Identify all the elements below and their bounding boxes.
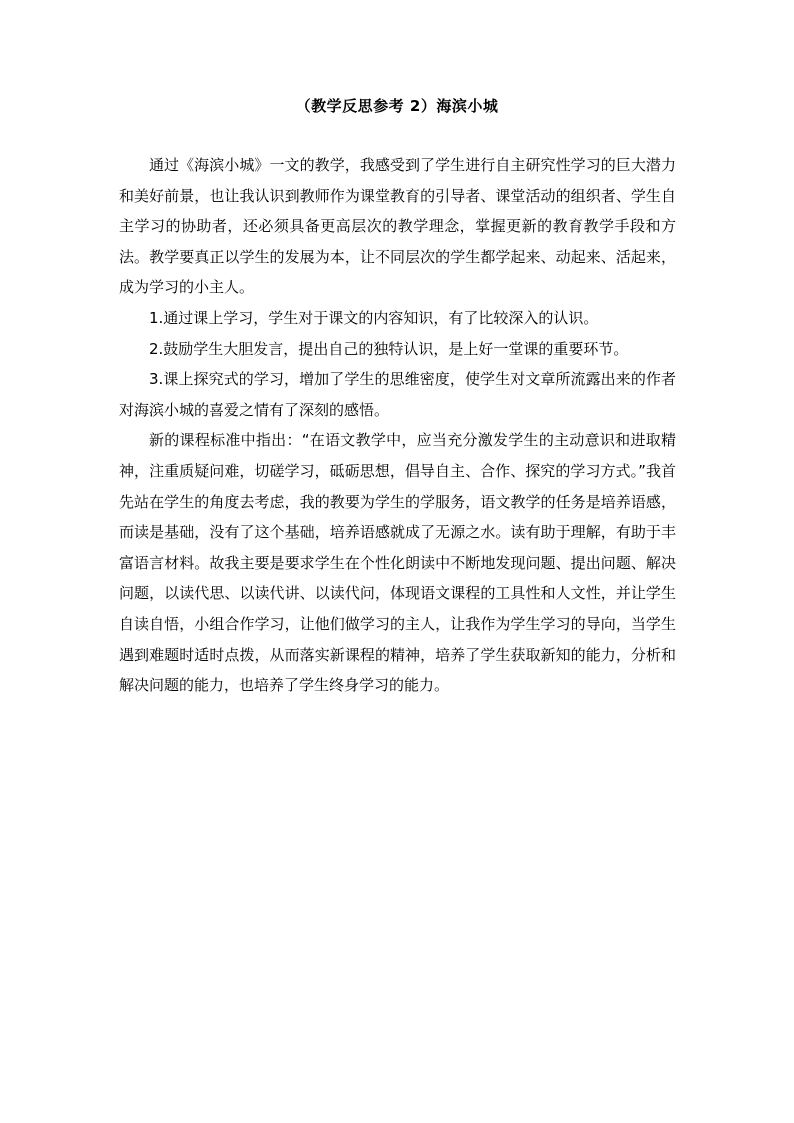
paragraph-curriculum: 新的课程标准中指出：“在语文教学中，应当充分激发学生的主动意识和进取精神，注重质疑问难，切磋学习，砥砺思想，倡导自主、合作、探究的学习方式。”我首先站在学生的角度去考虑，我的教要为学生的学服务，语文教学的任务是培养语感，而读是基础，没有了这个基础，培养语感就成了无源之水。读有助于理解，有助于丰富语言材料。故我主要是要求学生在个性化朗读中不断地发现问题、提出问题、解决问题，以读代思、以读代讲、以读代问，体现语文课程的工具性和人文性，并让学生自读自悟，小组合作学习，让他们做学习的主人，让我作为学生学习的导向，当学生遇到难题时适时点拨，从而落实新课程的精神，培养了学生获取新知的能力，分析和解决问题的能力，也培养了学生终身学习的能力。 <box>119 431 676 695</box>
document-title: （教学反思参考 2）海滨小城 <box>295 97 499 115</box>
paragraph-point-1: 1.通过课上学习，学生对于课文的内容知识，有了比较深入的认识。 <box>149 308 599 327</box>
document-body <box>119 150 676 701</box>
paragraph-intro: 通过《海滨小城》一文的教学，我感受到了学生进行自主研究性学习的巨大潜力和美好前景，也让我认识到教师作为课堂教育的引导者、课堂活动的组织者、学生自主学习的协助者，还必须具备更高层次的教学理念，掌握更新的教育教学手段和方法。教学要真正以学生的发展为本，让不同层次的学生都学起来、动起来、活起来，成为学习的小主人。 <box>119 156 676 297</box>
paragraph-point-3: 3.课上探究式的学习，增加了学生的思维密度，使学生对文章所流露出来的作者对海滨小城的喜爱之情有了深刻的感悟。 <box>119 370 676 419</box>
paragraph-point-2: 2.鼓励学生大胆发言，提出自己的独特认识，是上好一堂课的重要环节。 <box>149 339 629 358</box>
